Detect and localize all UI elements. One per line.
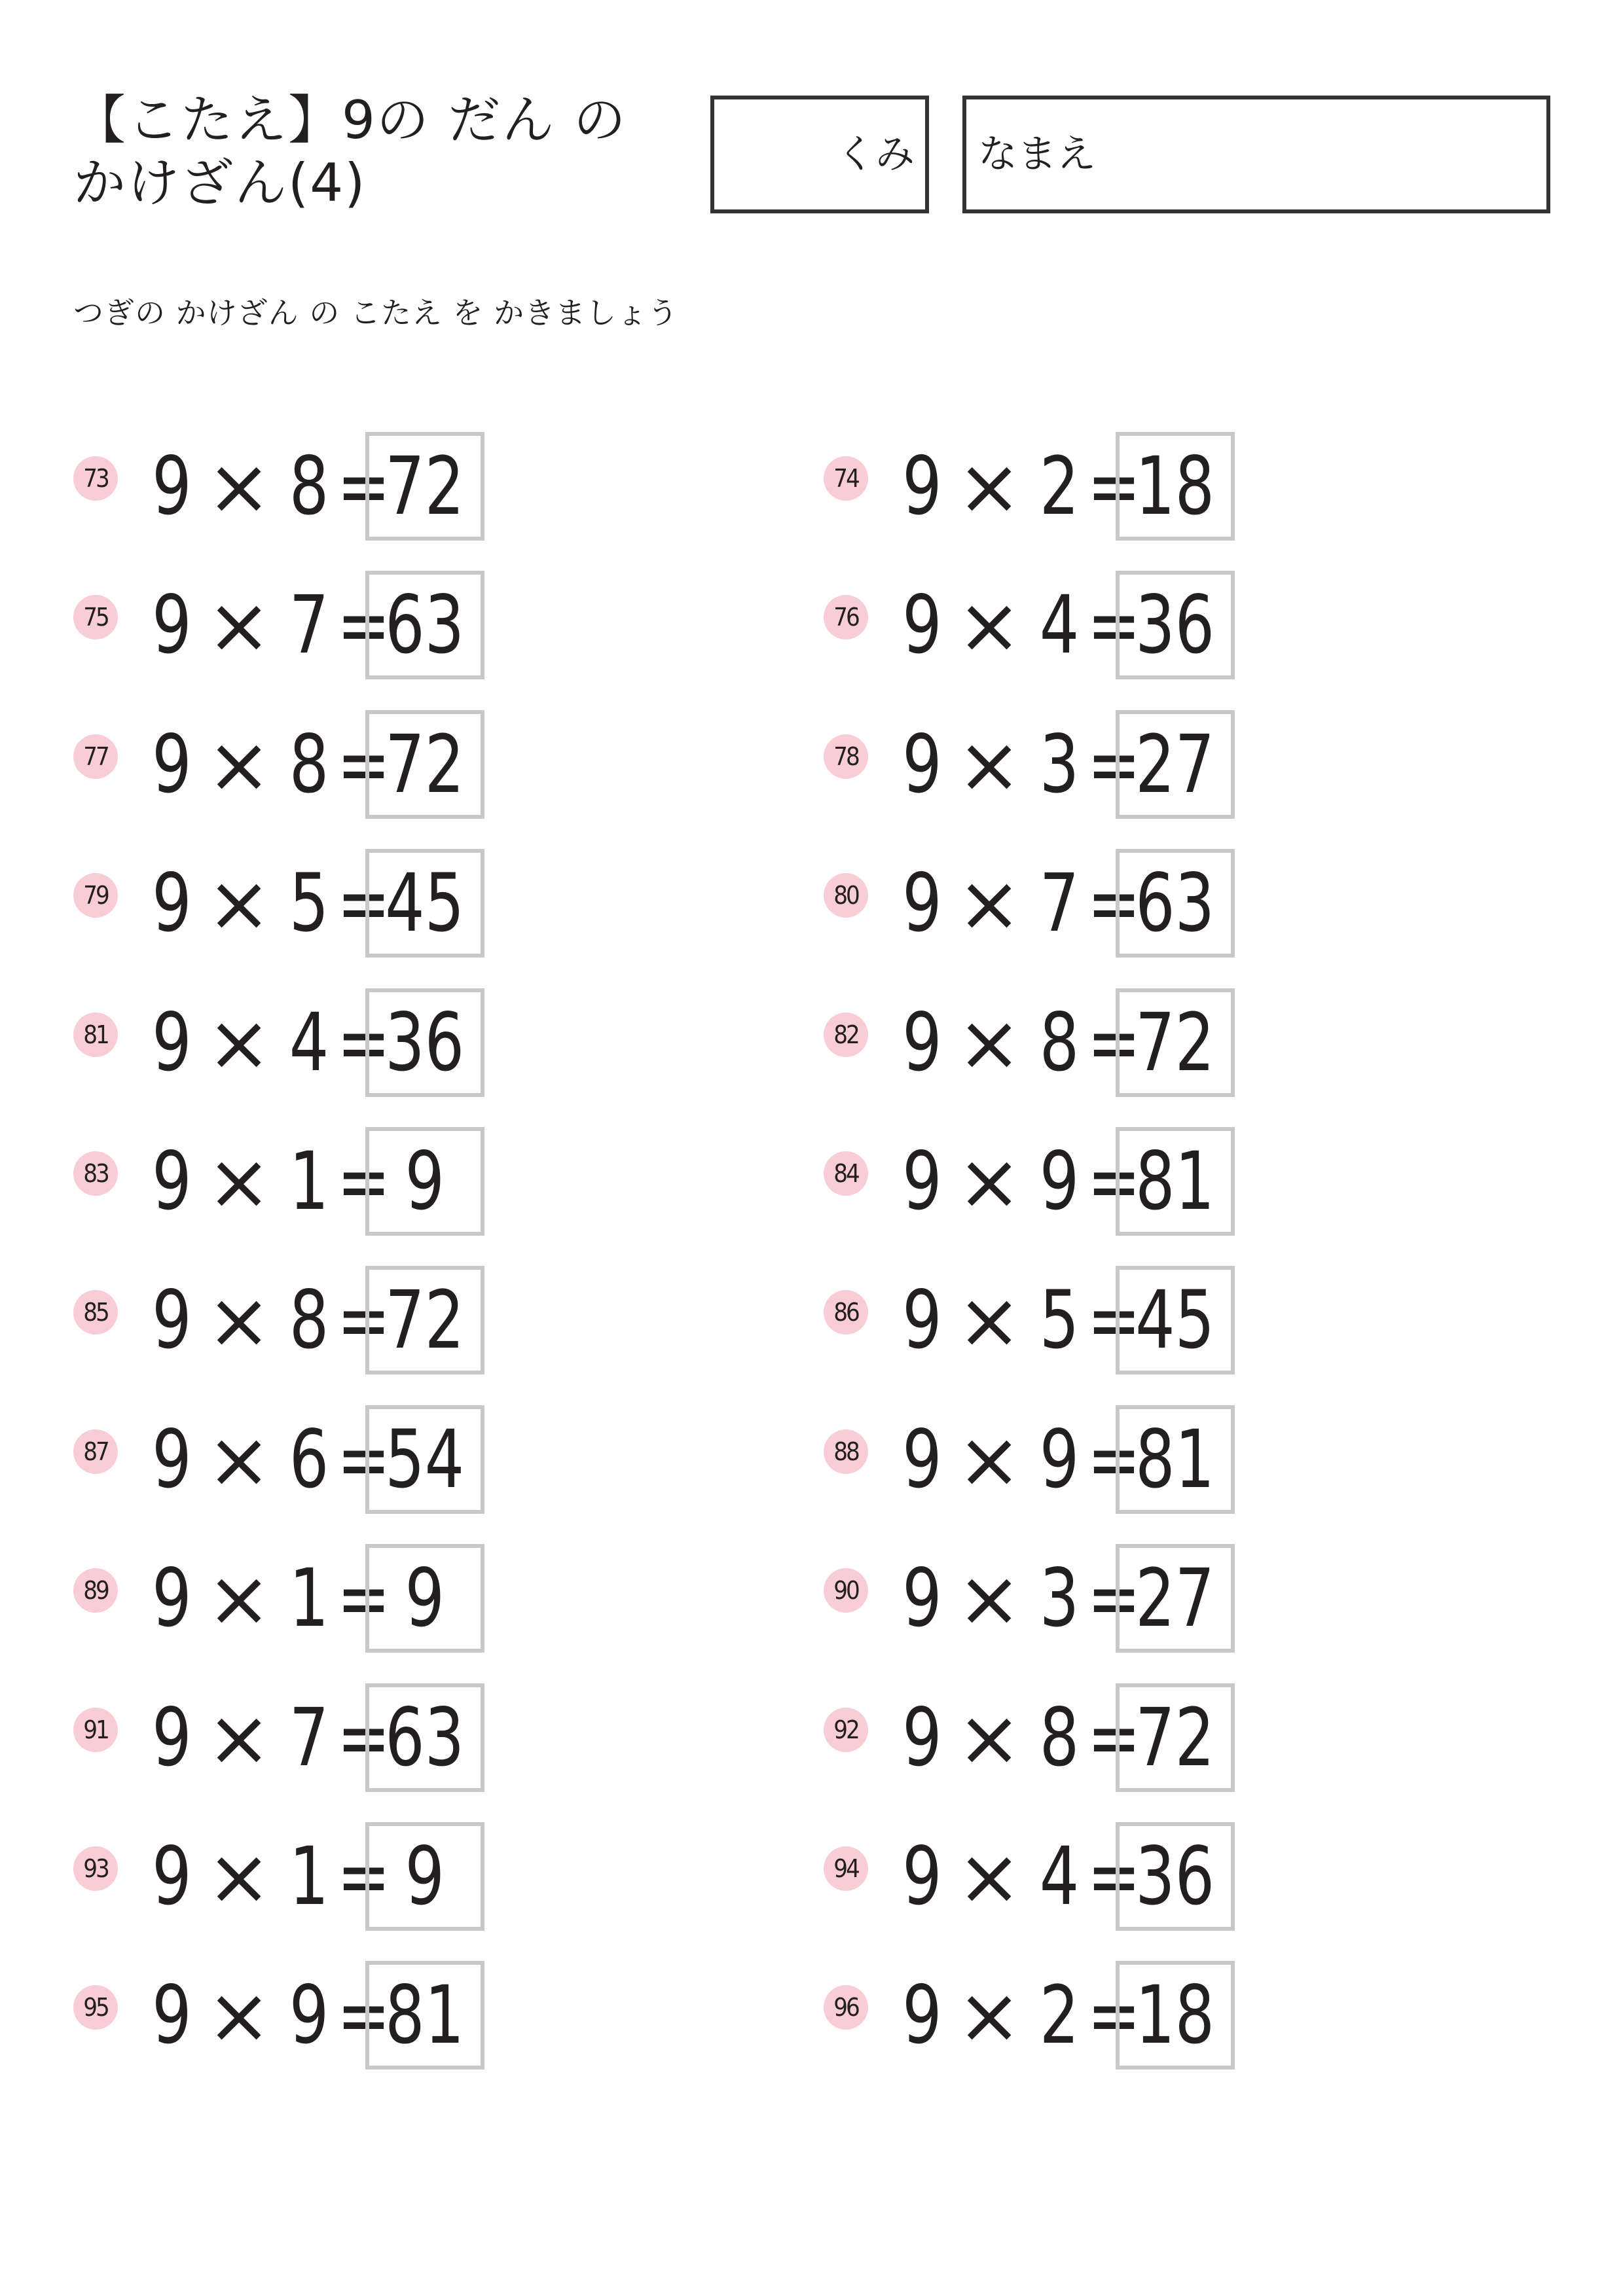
equals-sign: = (337, 440, 391, 533)
problem-number-badge: 81 (73, 1013, 118, 1057)
multiplication-expression (897, 1822, 1141, 1931)
answer-value: 9 (405, 1135, 445, 1228)
answer-value: 36 (1135, 1830, 1215, 1923)
multiplicand: 9 (152, 1969, 192, 2062)
multiplication-expression (147, 1683, 391, 1792)
multiplication-expression (147, 1822, 391, 1931)
answer-value: 72 (1135, 1691, 1215, 1784)
multiplier: 9 (289, 1969, 329, 2062)
problem-item (824, 1544, 1282, 1653)
multiplication-expression (897, 1405, 1141, 1514)
problem-item (73, 1266, 532, 1374)
multiplicand: 9 (152, 1413, 192, 1506)
answer-value: 9 (405, 1830, 445, 1923)
multiplication-expression (147, 849, 391, 958)
multiplication-expression (147, 988, 391, 1097)
problem-number-badge: 91 (73, 1708, 118, 1752)
answer-box[interactable] (365, 988, 484, 1097)
problem-number-badge: 93 (73, 1846, 118, 1891)
equals-sign: = (337, 1830, 391, 1923)
equals-sign: = (337, 579, 391, 672)
title-line-2: かけざん(4) (73, 152, 367, 213)
problem-item (73, 1683, 532, 1792)
multiplicand: 9 (902, 1135, 942, 1228)
multiplier: 7 (1039, 857, 1080, 950)
multiplicand: 9 (902, 1691, 942, 1784)
answer-box[interactable] (1116, 849, 1235, 958)
problem-item (73, 1127, 532, 1236)
multiplicand: 9 (152, 1274, 192, 1367)
multiplicand: 9 (902, 718, 942, 811)
multiplication-expression (897, 1544, 1141, 1653)
times-sign: × (957, 1693, 1022, 1783)
multiplication-expression (147, 710, 391, 819)
equals-sign: = (1087, 1413, 1141, 1506)
multiplicand: 9 (152, 440, 192, 533)
answer-value: 45 (385, 857, 465, 950)
times-sign: × (957, 1831, 1022, 1922)
times-sign: × (206, 1275, 272, 1365)
problem-item (73, 710, 532, 819)
problem-number-badge: 86 (824, 1290, 868, 1335)
equals-sign: = (337, 1413, 391, 1506)
problem-item (73, 1961, 532, 2070)
multiplier: 1 (289, 1135, 329, 1228)
problem-number-badge: 87 (73, 1429, 118, 1474)
problem-item (824, 710, 1282, 819)
equals-sign: = (337, 996, 391, 1089)
answer-box[interactable] (1116, 1683, 1235, 1792)
problem-item (824, 1822, 1282, 1931)
answer-box[interactable] (1116, 571, 1235, 679)
multiplier: 5 (1039, 1274, 1080, 1367)
problem-number-badge: 95 (73, 1985, 118, 2030)
multiplier: 4 (1039, 1830, 1080, 1923)
multiplication-expression (897, 849, 1141, 958)
multiplicand: 9 (902, 1969, 942, 2062)
problem-number-badge: 90 (824, 1568, 868, 1613)
equals-sign: = (337, 857, 391, 950)
equals-sign: = (337, 1274, 391, 1367)
times-sign: × (957, 1275, 1022, 1365)
equals-sign: = (1087, 440, 1141, 533)
problem-number-badge: 96 (824, 1985, 868, 2030)
equals-sign: = (1087, 718, 1141, 811)
multiplier: 3 (1039, 718, 1080, 811)
multiplicand: 9 (152, 718, 192, 811)
problem-number-badge: 94 (824, 1846, 868, 1891)
multiplication-expression (897, 1961, 1141, 2070)
name-field-label: なまえ (978, 132, 1096, 177)
multiplication-expression (897, 1266, 1141, 1374)
equals-sign: = (1087, 857, 1141, 950)
multiplicand: 9 (902, 1552, 942, 1645)
problem-number-badge: 85 (73, 1290, 118, 1335)
multiplier: 2 (1039, 440, 1080, 533)
answer-box[interactable] (365, 710, 484, 819)
answer-box[interactable] (1116, 710, 1235, 819)
multiplier: 8 (1039, 1691, 1080, 1784)
answer-value: 63 (1135, 857, 1215, 950)
answer-value: 81 (1135, 1413, 1215, 1506)
multiplicand: 9 (152, 1830, 192, 1923)
equals-sign: = (337, 1135, 391, 1228)
multiplication-expression (897, 710, 1141, 819)
answer-box[interactable] (1116, 1266, 1235, 1374)
multiplier: 5 (289, 857, 329, 950)
times-sign: × (206, 997, 272, 1088)
multiplicand: 9 (902, 1830, 942, 1923)
times-sign: × (206, 580, 272, 670)
answer-value: 72 (385, 440, 465, 533)
equals-sign: = (1087, 1274, 1141, 1367)
times-sign: × (957, 997, 1022, 1088)
problem-item (824, 1961, 1282, 2070)
equals-sign: = (1087, 1969, 1141, 2062)
times-sign: × (957, 441, 1022, 531)
problem-item (824, 1266, 1282, 1374)
multiplicand: 9 (902, 857, 942, 950)
problem-item (824, 849, 1282, 958)
problem-number-badge: 84 (824, 1151, 868, 1196)
answer-box[interactable] (365, 1127, 484, 1236)
multiplicand: 9 (902, 1413, 942, 1506)
times-sign: × (206, 719, 272, 810)
answer-value: 63 (385, 579, 465, 672)
answer-value: 9 (405, 1552, 445, 1645)
problem-item (73, 571, 532, 679)
times-sign: × (206, 858, 272, 948)
multiplication-expression (147, 571, 391, 679)
times-sign: × (206, 1693, 272, 1783)
answer-value: 18 (1135, 440, 1215, 533)
problem-item (73, 849, 532, 958)
times-sign: × (957, 858, 1022, 948)
multiplication-expression (147, 1544, 391, 1653)
answer-box[interactable] (1116, 1961, 1235, 2070)
multiplicand: 9 (902, 440, 942, 533)
multiplicand: 9 (902, 996, 942, 1089)
multiplier: 3 (1039, 1552, 1080, 1645)
multiplier: 7 (289, 1691, 329, 1784)
problem-item (73, 988, 532, 1097)
answer-box[interactable] (1116, 1405, 1235, 1514)
answer-box[interactable] (1116, 988, 1235, 1097)
times-sign: × (206, 441, 272, 531)
multiplicand: 9 (902, 1274, 942, 1367)
times-sign: × (206, 1970, 272, 2060)
answer-value: 54 (385, 1413, 465, 1506)
multiplier: 1 (289, 1830, 329, 1923)
problem-number-badge: 75 (73, 595, 118, 639)
times-sign: × (957, 1136, 1022, 1227)
problem-number-badge: 92 (824, 1708, 868, 1752)
multiplier: 8 (1039, 996, 1080, 1089)
problem-number-badge: 80 (824, 873, 868, 918)
multiplication-expression (147, 432, 391, 541)
problem-item (824, 1405, 1282, 1514)
multiplier: 4 (1039, 579, 1080, 672)
problem-number-badge: 88 (824, 1429, 868, 1474)
times-sign: × (957, 1553, 1022, 1643)
answer-value: 36 (385, 996, 465, 1089)
class-field-label: くみ (836, 132, 915, 177)
equals-sign: = (337, 1691, 391, 1784)
problem-item (73, 1405, 532, 1514)
times-sign: × (206, 1136, 272, 1227)
instruction-text: つぎの かけざん の こたえ を かきましょう (73, 295, 679, 331)
problem-number-badge: 73 (73, 456, 118, 501)
problem-item (824, 571, 1282, 679)
answer-value: 45 (1135, 1274, 1215, 1367)
answer-box[interactable] (1116, 1544, 1235, 1653)
times-sign: × (957, 580, 1022, 670)
answer-value: 81 (385, 1969, 465, 2062)
equals-sign: = (337, 1552, 391, 1645)
answer-box[interactable] (365, 432, 484, 541)
multiplier: 1 (289, 1552, 329, 1645)
equals-sign: = (337, 718, 391, 811)
multiplicand: 9 (152, 996, 192, 1089)
equals-sign: = (1087, 1691, 1141, 1784)
problem-item (73, 1822, 532, 1931)
times-sign: × (206, 1553, 272, 1643)
answer-value: 72 (385, 1274, 465, 1367)
equals-sign: = (337, 1969, 391, 2062)
answer-box[interactable] (365, 849, 484, 958)
answer-value: 27 (1135, 1552, 1215, 1645)
multiplication-expression (897, 1683, 1141, 1792)
problem-number-badge: 74 (824, 456, 868, 501)
answer-value: 72 (1135, 996, 1215, 1089)
times-sign: × (957, 1970, 1022, 2060)
multiplicand: 9 (152, 579, 192, 672)
multiplier: 6 (289, 1413, 329, 1506)
multiplier: 8 (289, 718, 329, 811)
multiplicand: 9 (902, 579, 942, 672)
problem-number-badge: 82 (824, 1013, 868, 1057)
answer-box[interactable] (365, 1405, 484, 1514)
problem-number-badge: 77 (73, 734, 118, 779)
multiplication-expression (897, 432, 1141, 541)
problem-item (824, 1127, 1282, 1236)
times-sign: × (957, 1414, 1022, 1505)
equals-sign: = (1087, 1552, 1141, 1645)
times-sign: × (206, 1831, 272, 1922)
answer-value: 18 (1135, 1969, 1215, 2062)
multiplication-expression (897, 571, 1141, 679)
multiplier: 4 (289, 996, 329, 1089)
multiplication-expression (147, 1961, 391, 2070)
answer-box[interactable] (365, 1266, 484, 1374)
answer-value: 27 (1135, 718, 1215, 811)
answer-value: 63 (385, 1691, 465, 1784)
answer-value: 81 (1135, 1135, 1215, 1228)
problem-item (824, 1683, 1282, 1792)
multiplication-expression (147, 1405, 391, 1514)
multiplication-expression (147, 1266, 391, 1374)
multiplication-expression (897, 1127, 1141, 1236)
problem-number-badge: 89 (73, 1568, 118, 1613)
answer-box[interactable] (1116, 1127, 1235, 1236)
multiplier: 8 (289, 1274, 329, 1367)
title-line-1: 【こたえ】9の だん の (73, 90, 627, 151)
problem-number-badge: 83 (73, 1151, 118, 1196)
multiplier: 2 (1039, 1969, 1080, 2062)
multiplier: 9 (1039, 1135, 1080, 1228)
problem-item (73, 432, 532, 541)
equals-sign: = (1087, 1830, 1141, 1923)
problem-number-badge: 78 (824, 734, 868, 779)
multiplicand: 9 (152, 1552, 192, 1645)
equals-sign: = (1087, 1135, 1141, 1228)
multiplicand: 9 (152, 1135, 192, 1228)
multiplier: 8 (289, 440, 329, 533)
problem-item (824, 432, 1282, 541)
answer-box[interactable] (365, 1683, 484, 1792)
answer-box[interactable] (1116, 1822, 1235, 1931)
multiplication-expression (147, 1127, 391, 1236)
times-sign: × (206, 1414, 272, 1505)
answer-box[interactable] (365, 571, 484, 679)
answer-value: 72 (385, 718, 465, 811)
multiplier: 9 (1039, 1413, 1080, 1506)
multiplier: 7 (289, 579, 329, 672)
answer-box[interactable] (365, 1544, 484, 1653)
problem-number-badge: 79 (73, 873, 118, 918)
problem-number-badge: 76 (824, 595, 868, 639)
answer-box[interactable] (1116, 432, 1235, 541)
answer-box[interactable] (365, 1822, 484, 1931)
multiplication-expression (897, 988, 1141, 1097)
multiplicand: 9 (152, 857, 192, 950)
answer-value: 36 (1135, 579, 1215, 672)
answer-box[interactable] (365, 1961, 484, 2070)
times-sign: × (957, 719, 1022, 810)
problem-item (73, 1544, 532, 1653)
problem-item (824, 988, 1282, 1097)
equals-sign: = (1087, 996, 1141, 1089)
equals-sign: = (1087, 579, 1141, 672)
multiplicand: 9 (152, 1691, 192, 1784)
